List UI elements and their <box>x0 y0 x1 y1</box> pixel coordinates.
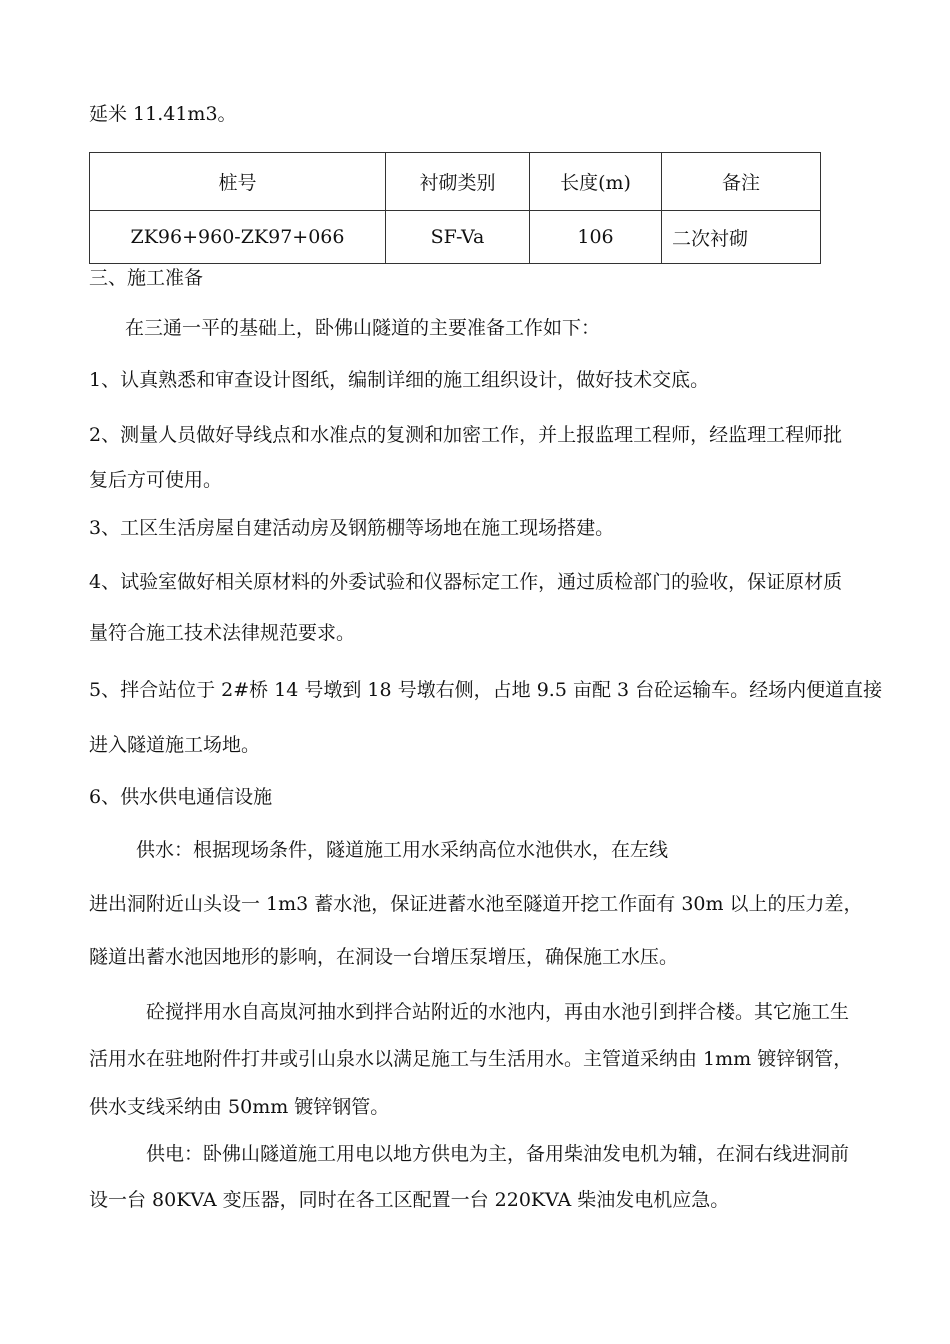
power-supply-line: 供电：卧佛山隧道施工用电以地方供电为主，备用柴油发电机为辅，在洞右线进洞前 <box>146 1143 850 1165</box>
list-item-continuation: 进入隧道施工场地。 <box>89 734 261 756</box>
table-cell: 106 <box>530 211 662 264</box>
water-supply-line: 进出洞附近山头设一 1m3 蓄水池，保证进蓄水池至隧道开挖工作面有 30m 以上的压力差， <box>89 893 863 915</box>
table-cell: 二次衬砌 <box>662 211 821 264</box>
intro-paragraph: 在三通一平的基础上，卧佛山隧道的主要准备工作如下： <box>125 317 601 339</box>
table-header-cell: 桩号 <box>90 153 386 211</box>
concrete-water-line: 供水支线采纳由 50mm 镀锌钢管。 <box>89 1096 390 1118</box>
intro-tail-text: 延米 11.41m3。 <box>89 103 237 125</box>
table-header-cell: 长度(m) <box>530 153 662 211</box>
section-heading: 三、施工准备 <box>89 267 204 289</box>
table-header-cell: 备注 <box>662 153 821 211</box>
table-row <box>90 211 821 264</box>
list-item-continuation: 量符合施工技术法律规范要求。 <box>89 622 356 644</box>
power-supply-line: 设一台 80KVA 变压器，同时在各工区配置一台 220KVA 柴油发电机应急。 <box>89 1189 730 1211</box>
list-item: 5、拌合站位于 2#桥 14 号墩到 18 号墩右侧，占地 9.5 亩配 3 台砼运输车。经场内便道直接 <box>89 679 883 701</box>
concrete-water-line: 活用水在驻地附件打井或引山泉水以满足施工与生活用水。主管道采纳由 1mm 镀锌钢管， <box>89 1048 853 1070</box>
table-header-cell: 衬砌类别 <box>386 153 530 211</box>
list-item-continuation: 复后方可使用。 <box>89 469 223 491</box>
list-item: 3、工区生活房屋自建活动房及钢筋棚等场地在施工现场搭建。 <box>89 517 615 539</box>
water-supply-line: 供水：根据现场条件，隧道施工用水采纳高位水池供水，在左线 <box>136 839 669 861</box>
list-item: 2、测量人员做好导线点和水准点的复测和加密工作，并上报监理工程师，经监理工程师批 <box>89 424 843 446</box>
table-cell: SF-Va <box>386 211 530 264</box>
list-item: 6、供水供电通信设施 <box>89 786 273 808</box>
list-item: 4、试验室做好相关原材料的外委试验和仪器标定工作，通过质检部门的验收，保证原材质 <box>89 571 843 593</box>
table-header-row <box>90 153 821 211</box>
lining-table <box>89 152 821 264</box>
table-cell: ZK96+960-ZK97+066 <box>90 211 386 264</box>
concrete-water-line: 砼搅拌用水自高岚河抽水到拌合站附近的水池内，再由水池引到拌合楼。其它施工生 <box>146 1001 850 1023</box>
water-supply-line: 隧道出蓄水池因地形的影响，在洞设一台增压泵增压，确保施工水压。 <box>89 946 679 968</box>
list-item: 1、认真熟悉和审查设计图纸，编制详细的施工组织设计，做好技术交底。 <box>89 369 710 391</box>
